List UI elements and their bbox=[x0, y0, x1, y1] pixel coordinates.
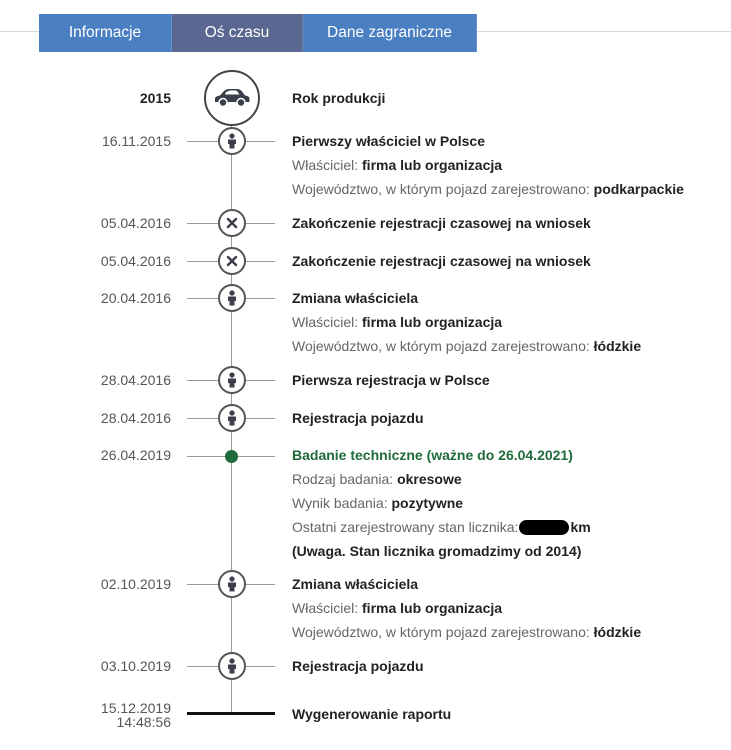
event-owner-line bbox=[292, 314, 722, 331]
event-date: 03.10.2019 bbox=[100, 658, 171, 674]
inspection-result-value: pozytywne bbox=[391, 495, 464, 511]
region-value: łódzkie bbox=[593, 624, 642, 640]
event-content bbox=[292, 372, 722, 389]
redacted-odometer-value bbox=[519, 520, 569, 535]
x-circle-icon bbox=[218, 209, 246, 237]
region-value: łódzkie bbox=[593, 338, 642, 354]
tab-dane-zagraniczne[interactable]: Dane zagraniczne bbox=[303, 14, 477, 52]
event-date: 02.10.2019 bbox=[100, 576, 171, 592]
region-label: Województwo, w którym pojazd zarejestrowano: bbox=[292, 181, 594, 197]
person-icon bbox=[218, 127, 246, 155]
person-icon bbox=[218, 570, 246, 598]
owner-value: firma lub organizacja bbox=[362, 314, 503, 330]
event-date: 05.04.2016 bbox=[100, 253, 171, 269]
person-icon bbox=[218, 404, 246, 432]
region-label: Województwo, w którym pojazd zarejestrowano: bbox=[292, 624, 594, 640]
event-content bbox=[292, 133, 722, 198]
event-content bbox=[292, 576, 722, 641]
person-icon bbox=[218, 284, 246, 312]
event-region-line bbox=[292, 181, 722, 198]
owner-label: Właściciel: bbox=[292, 600, 363, 616]
event-date: 05.04.2016 bbox=[100, 215, 171, 231]
event-date: 28.04.2016 bbox=[100, 410, 171, 426]
event-title: Zmiana właściciela bbox=[292, 576, 419, 592]
event-content bbox=[292, 90, 722, 107]
event-title: Zmiana właściciela bbox=[292, 290, 419, 306]
event-date: 26.04.2019 bbox=[100, 447, 171, 463]
event-time: 14:48:56 bbox=[116, 714, 171, 730]
event-content bbox=[292, 658, 722, 675]
event-content bbox=[292, 290, 722, 355]
event-title: Rok produkcji bbox=[292, 90, 386, 106]
owner-label: Właściciel: bbox=[292, 314, 363, 330]
event-region-line bbox=[292, 338, 722, 355]
event-content bbox=[292, 447, 722, 560]
owner-label: Właściciel: bbox=[292, 157, 363, 173]
event-date: 15.12.2019 bbox=[100, 700, 171, 716]
odometer-unit: km bbox=[570, 519, 591, 535]
event-owner-line bbox=[292, 157, 722, 174]
event-content bbox=[292, 410, 722, 427]
event-title: Pierwsza rejestracja w Polsce bbox=[292, 372, 490, 388]
inspection-type-value: okresowe bbox=[397, 471, 462, 487]
event-title: Zakończenie rejestracji czasowej na wniosek bbox=[292, 253, 591, 269]
inspection-result-label: Wynik badania: bbox=[292, 495, 392, 511]
event-title: Badanie techniczne (ważne do 26.04.2021) bbox=[292, 447, 573, 463]
inspection-result-line bbox=[292, 495, 722, 512]
event-content bbox=[292, 253, 722, 270]
inspection-type-line bbox=[292, 471, 722, 488]
event-content bbox=[292, 706, 722, 723]
x-circle-icon bbox=[218, 247, 246, 275]
event-owner-line bbox=[292, 600, 722, 617]
event-title: Pierwszy właściciel w Polsce bbox=[292, 133, 485, 149]
odometer-note: (Uwaga. Stan licznika gromadzimy od 2014) bbox=[292, 543, 582, 559]
event-content bbox=[292, 215, 722, 232]
region-label: Województwo, w którym pojazd zarejestrowano: bbox=[292, 338, 594, 354]
region-value: podkarpackie bbox=[593, 181, 684, 197]
timeline-end-bar bbox=[187, 712, 275, 715]
event-title: Wygenerowanie raportu bbox=[292, 706, 452, 722]
event-region-line bbox=[292, 624, 722, 641]
event-title: Zakończenie rejestracji czasowej na wniosek bbox=[292, 215, 591, 231]
person-icon bbox=[218, 366, 246, 394]
event-date: 28.04.2016 bbox=[100, 372, 171, 388]
event-title: Rejestracja pojazdu bbox=[292, 410, 424, 426]
person-icon bbox=[218, 652, 246, 680]
owner-value: firma lub organizacja bbox=[362, 600, 503, 616]
event-date: 2015 bbox=[139, 90, 171, 106]
event-date: 20.04.2016 bbox=[100, 290, 171, 306]
event-date: 16.11.2015 bbox=[101, 133, 171, 149]
tab-os-czasu[interactable]: Oś czasu bbox=[172, 14, 303, 52]
inspection-type-label: Rodzaj badania: bbox=[292, 471, 398, 487]
event-title: Rejestracja pojazdu bbox=[292, 658, 424, 674]
odometer-label: Ostatni zarejestrowany stan licznika: bbox=[292, 519, 519, 535]
odometer-line bbox=[292, 519, 722, 536]
car-icon bbox=[204, 70, 260, 126]
inspection-dot-icon bbox=[225, 450, 238, 463]
owner-value: firma lub organizacja bbox=[362, 157, 503, 173]
tab-informacje[interactable]: Informacje bbox=[39, 14, 172, 52]
